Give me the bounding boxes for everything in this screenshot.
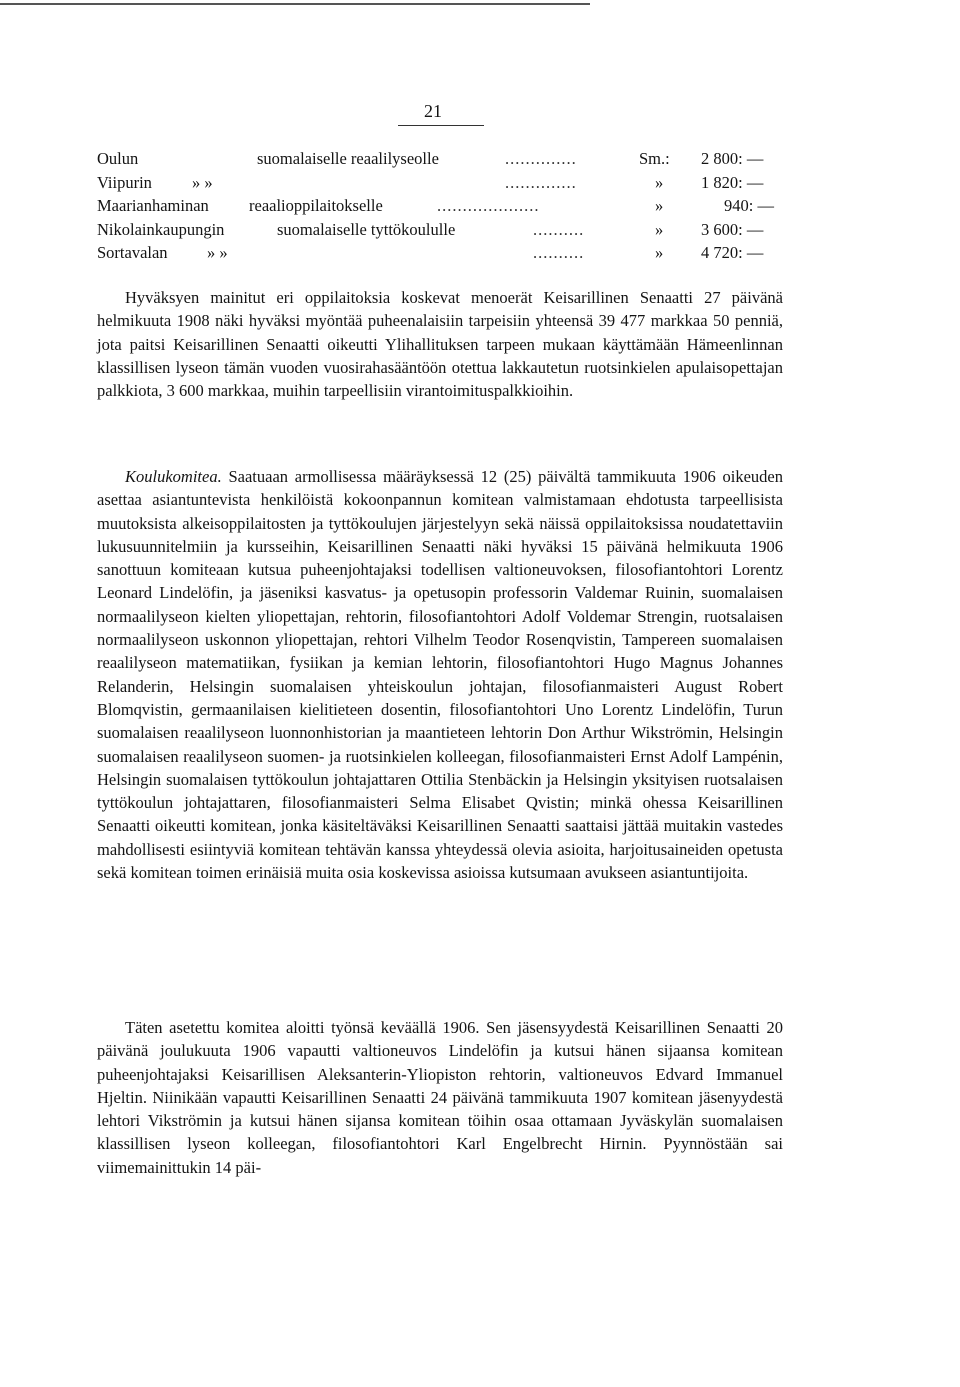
ledger-school: » » xyxy=(192,172,213,192)
ledger-city: Oulun xyxy=(97,149,139,168)
ledger-leader-dots: .................... xyxy=(437,196,540,215)
ledger-amount: 2 800: — xyxy=(701,149,764,168)
ledger-amount: 1 820: — xyxy=(701,172,764,192)
paragraph-committee-members: Täten asetettu komitea aloitti työnsä keväällä 1906. Sen jäsensyydestä Keisarillinen Senaatti 20 päivänä joulukuuta 1906 vapautti valtioneuvos Lindelöfin ja kutsui hänen sijaansa komitean puheenjohtajaksi Keisarillisen Aleksanterin-Yliopiston rehtorin, valtioneuvos Edvard Immanuel Hjeltin. Niinikään vapautti Keisarillinen Senaatti 24 päivänä tammikuuta 1907 komitean jäsenyydestä lehtori Vikströmin ja kutsui hänen sijansa komitean töihin osaa ottamaan Jyväskylän suomalaisen klassillisen lyseon kolleegan, filosofiantohtori Karl Engelbrecht Hirnin. Pyynnöstään sai viimemainittukin 14 päi- xyxy=(97,1018,783,1177)
paragraph-school-committee-text: Saatuaan armollisessa määräyksessä 12 (25) päivältä tammikuuta 1906 oikeuden asettaa asiantuntevista henkilöistä kokoonpannun komitean valmistamaan ehdotusta tarpeellisista muutoksista alkeisoppilaitosten ja tyttökoulujen järjestelyyn sekä näissä oppilaitoksissa noudatettaviin lukusuunnitelmiin ja kursseihin, Keisarillinen Senaatti näki hyväksi 15 päivänä helmikuuta 1906 sanottuun komiteaan kutsua puheenjohtajaksi todellisen valtioneuvoksen, filosofiantohtori Lorentz Leonard Lindelöfin, ja jäseniksi kasvatus- ja opetusopin professorin Valdemar Ruinin, suomalaisen normaalilyseon kielten yliopettajan, rehtorin, filosofiantohtori Adolf Voldemar Strengin, ruotsalaisen normaalilyseon uskonnon yliopettajan, rehtori Vilhelm Teodor Rosenqvistin, Tampereen suomalaisen reaalilyseon matematiikan, fysiikan ja kemian lehtorin, filosofiantohtori Hugo Magnus Johannes Relanderin, Helsingin suomalaisen yhteiskoulun johtajan, filosofianmaisteri August Robert Blomqvistin, germaanilaisen kielitieteen dosentin, filosofiantohtori Uno Lorentz Lindelöfin, Turun suomalaisen reaalilyseon luonnonhistorian ja maantieteen lehtorin Don Arthur Wikströmin, Helsingin suomalaisen reaalilyseon suomen- ja ruotsinkielen kolleegan, filosofianmaisteri Ernst Adolf Lampénin, Helsingin suomalaisen tyttökoulun johtajattaren Ottilia Stenbäckin ja Helsingin yksityisen ruotsalaisen tyttökoulun johtajattaren, filosofianmaisteri Selma Elisabet Qvistin; minkä ohessa Keisarillinen Senaatti oikeutti komitean, jonka käsiteltäväksi Keisarillinen Senaatti saattaisi jättää muitakin vastedes mahdollisesti esiintyviä komitean tehtävän kanssa yhteydessä olevia asioita, harjoitusaineiden opetusta sekä komitean toimen erinäisiä muita osia koskevissa asioissa kutsumaan avukseen asiantuntijoita. xyxy=(97,467,784,883)
ledger-city: Viipurin xyxy=(97,172,152,192)
paragraph-appropriations: Hyväksyen mainitut eri oppilaitoksia koskevat menoerät Keisarillinen Senaatti 27 päivänä helmikuuta 1908 näki hyväksi myöntää puheenalaisiin tarpeisiin yhteensä 39 477 markkaa 50 penniä, jota paitsi Keisarillinen Senaatti oikeutti Ylihallituksen tarpeen mukaan käyttämään Hämeenlinnan klassillisen lyseon tämän vuoden vuosirahasääntöön otettua lakkautetun ruotsinkielen apulaisopettajan palkkiota, 3 600 markkaa, muihin tarpeellisiin virantoimituspalkkioihin. xyxy=(97,288,783,401)
ledger-currency: » xyxy=(655,172,664,192)
ledger-leader-dots: .......... xyxy=(533,219,585,239)
ledger-city: Maarianhaminan xyxy=(97,196,209,215)
page-number: 21 xyxy=(424,101,442,121)
top-scan-rule xyxy=(0,3,590,5)
ledger-currency: » xyxy=(655,219,664,239)
ledger-city: Sortavalan xyxy=(97,243,168,262)
ledger-currency: » xyxy=(655,243,664,262)
ledger-amount: 940: — xyxy=(724,196,774,215)
ledger-currency: » xyxy=(655,196,664,215)
ledger-amount: 4 720: — xyxy=(701,243,764,262)
ledger-row xyxy=(97,195,797,219)
ledger-city: Nikolainkaupungin xyxy=(97,219,225,239)
section-heading-koulukomitea: Koulukomitea. xyxy=(125,467,222,486)
ledger-row xyxy=(97,242,797,266)
ledger-school: suomalaiselle reaalilyseolle xyxy=(257,149,439,168)
ledger-school: suomalaiselle tyttökoululle xyxy=(277,219,456,239)
ledger-row xyxy=(97,219,797,243)
ledger-leader-dots: .......... xyxy=(533,243,585,262)
ledger-school: reaalioppilaitokselle xyxy=(249,196,383,215)
ledger-currency: Sm.: xyxy=(639,149,670,168)
ledger-row xyxy=(97,172,797,196)
ledger-leader-dots: .............. xyxy=(505,172,577,192)
paragraph-school-committee xyxy=(97,465,783,884)
ledger-school: » » xyxy=(207,243,228,262)
ledger-amount: 3 600: — xyxy=(701,219,764,239)
ledger-row xyxy=(97,148,797,172)
page-number-underline xyxy=(398,125,484,126)
appropriation-ledger xyxy=(97,148,797,266)
ledger-leader-dots: .............. xyxy=(505,149,577,168)
